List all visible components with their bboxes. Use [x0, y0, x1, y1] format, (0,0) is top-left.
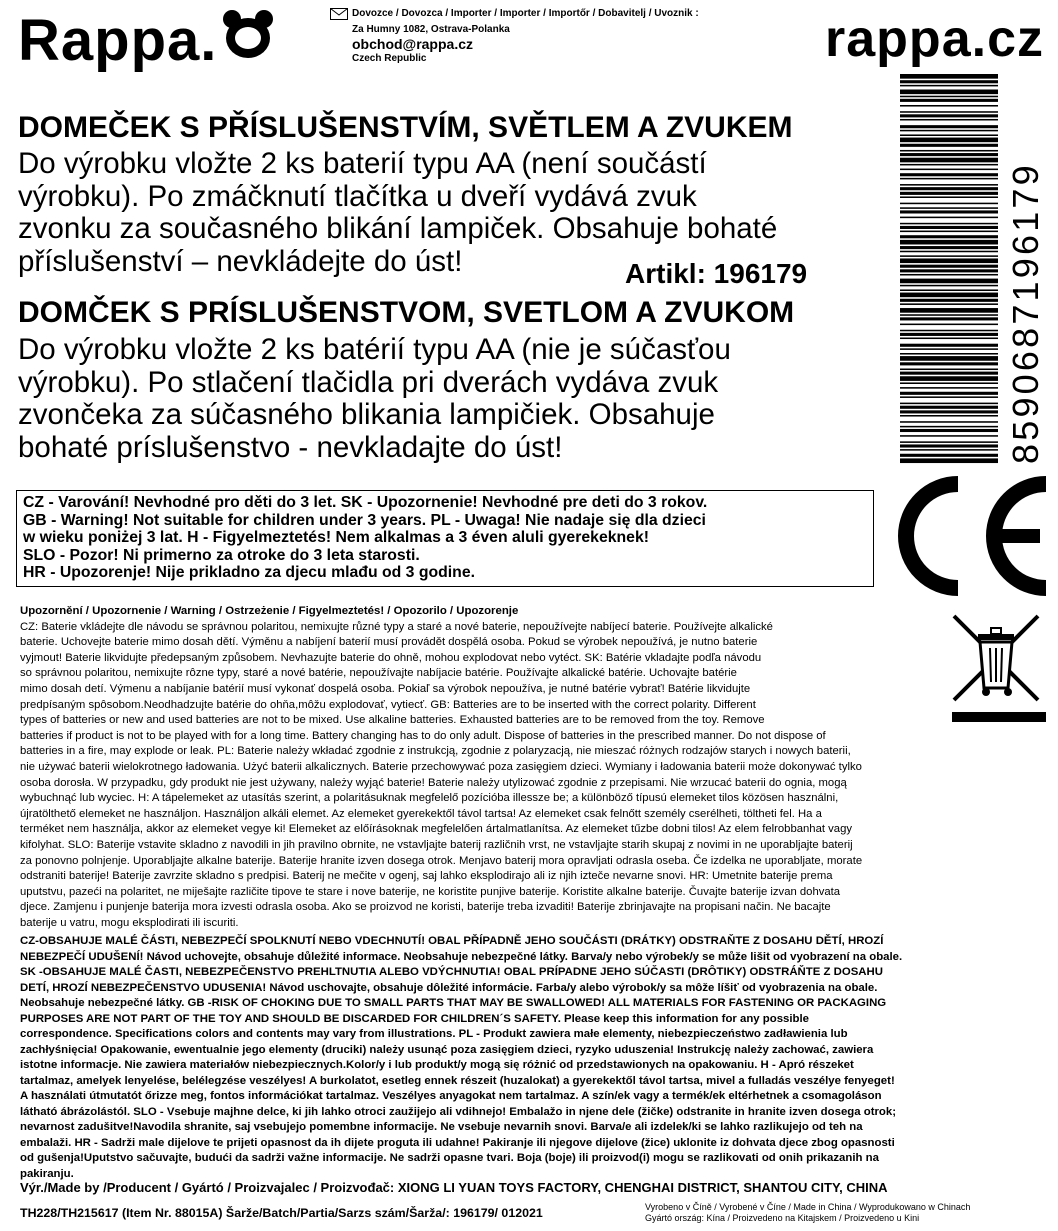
importer-country: Czech Republic [352, 53, 427, 64]
choking-warning-line: NEBEZPEČÍ UDUŠENÍ! Návod uchovejte, obsahuje důležité informace. Neobsahuje nebezpečné látky. Barva/y nebo výrobek/y se může lišit od vyobrazení na obale. [20, 950, 903, 963]
barcode-bar [900, 255, 998, 257]
barcode-bar [900, 299, 998, 302]
battery-warning-block [20, 604, 945, 931]
barcode-bar [900, 314, 998, 316]
barcode-bar [900, 85, 998, 87]
barcode-bar [900, 338, 998, 340]
barcode-bar [900, 173, 998, 176]
barcode-bar [900, 429, 998, 432]
barcode-bar [900, 150, 998, 152]
barcode-bar [900, 279, 998, 284]
barcode-bar [900, 458, 998, 463]
battery-warning-line: odstraniti baterije! Baterije zavrzite skladno s predpisi. Baterij ne mečite v ogenj, saj lahko eksplodirajo ali iz njih izteče nevarne snovi. HR: Umetnite baterije prema [20, 870, 833, 883]
choking-warning-line: Neobsahuje nebezpečné látky. GB -RISK OF CHOKING DUE TO SMALL PARTS THAT MAY BE SWALLOWED! ALL MATERIALS FOR FASTENING OR PACKAGING [20, 997, 887, 1009]
battery-warning-line: batteries if product is not to be played with for a long time. Battery changing has to do only adult. Dispose of batteries in the prescribed manner. Do not dispose of [20, 729, 826, 742]
rappa-web-logo: rappa.cz [825, 10, 1044, 68]
battery-warning-line: wybuchnąć lub wyciec. H: A tápelemeket az utasítás szerint, a polaritásuknak megfelelő pozícióba illessze be; a különböző típusú elemeket tilos közösen használni, [20, 792, 839, 805]
choking-warning-line: correspondence. Specifications colors and contents may vary from illustrations. PL - Produkt zawiera małe elementy, niebezpieczeństwo zadławienia lub [20, 1028, 848, 1040]
barcode-bar [900, 235, 998, 238]
warning-line: w wieku poniżej 3 lat. H - Figyelmeztetés! Nem alkalmas a 3 éven aluli gyerekeknek! [23, 529, 649, 546]
barcode-bar [900, 369, 998, 371]
barcode-bar [900, 289, 998, 291]
battery-warning-line: predpísaným spôsobom.Neodhadzujte batérie do ohňa,môžu explodovať, vytiecť. GB: Batteries are to be inserted with the correct polarity. Different [20, 698, 756, 711]
barcode-bar [900, 130, 998, 132]
barcode-bar [900, 344, 998, 347]
barcode-bar [900, 406, 998, 409]
battery-warning-line: kifolyhat. SLO: Baterije vstavite skladno z navodili in jih pravilno obrnite, ne vstavljajte baterij različnih vrst, ne vstavljajte starih skupaj z novimi in ne uporabljajte baterij [20, 838, 853, 851]
barcode-bar [900, 293, 998, 298]
made-in-block [645, 1202, 1045, 1223]
battery-warning-line: mimo dosah detí. Výmenu a nabíjanie batérií musí vykonať dospelá osoba. Pokiaľ sa výrobok nepoužíva, je nutné batérie vybrať! Batérie likvidujte [20, 682, 751, 695]
brand-left: Rappa. [18, 8, 218, 73]
barcode-bar [900, 269, 998, 272]
barcode-bar [900, 258, 998, 263]
choking-warning-line: PURPOSES ARE NOT PART OF THE TOY AND SHOULD BE DISCARDED FOR CHILDREN´S SAFETY. Please keep this information for any possible [20, 1012, 810, 1025]
sk-title: DOMČEK S PRÍSLUŠENSTVOM, SVETLOM A ZVUKOM [18, 296, 795, 329]
barcode-bar [900, 333, 998, 336]
barcode-bar [900, 246, 998, 249]
importer-email: obchod@rappa.cz [352, 36, 473, 52]
barcode-bar [900, 265, 998, 268]
warning-line: CZ - Varování! Nevhodné pro děti do 3 let. SK - Upozornenie! Nevhodné pre deti do 3 rokov. [23, 494, 708, 511]
barcode-bar [900, 403, 998, 405]
barcode-bar [900, 196, 998, 198]
battery-warning-line: újratölthető elemeket ne használjon. Használjon alkáli elemet. Az elemeket gyerekektől távol tartsa! Az elemeket csak felnőtt személy cserélheti, töltheti fel. Ha a [20, 807, 822, 820]
made-in-line: Gyártó ország: Kína / Proizvedeno na Kitajskem / Proizvedeno u Kini [645, 1212, 920, 1223]
barcode-bar [900, 308, 998, 313]
importer-block [330, 8, 750, 65]
barcode-bar [900, 169, 998, 171]
barcode-bar [900, 362, 998, 365]
manufacturer: Výr./Made by /Producent / Gyártó / Proizvajalec / Proizvođač: XIONG LI YUAN TOYS FACTORY, CHENGHAI DISTRICT, SHANTOU CITY, CHINA [20, 1180, 888, 1195]
barcode-bar [900, 376, 998, 381]
battery-heading: Upozornění / Upozornenie / Warning / Ostrzeżenie / Figyelmeztetés! / Opozorilo / Upozorenje [20, 605, 519, 617]
choking-warning-line: od gušenja!Uputstvo sačuvajte, budući da sadrži važne informacije. Ne sadrži opasne tvari. Boja (boje) ili proizvod(i) mogu se razlikovati od onih prikazanih na [20, 1152, 879, 1164]
battery-warning-line: vyjmout! Baterie likvidujte předepsaným způsobem. Nevhazujte baterie do ohně, mohou explodovat nebo vytéct. SK: Batérie vkladajte podľa návodu [20, 651, 762, 664]
barcode-bar [900, 153, 998, 156]
battery-warning-line: terméket nem használja, akkor az elemeket vegye ki! Elemeket az előírásoknak megfelelően ártalmatlanítsa. Az elemeket tűzbe dobni tilos! Az elem felrobbanhat vagy [20, 823, 853, 836]
barcode-bar [900, 421, 998, 423]
barcode-bar [900, 324, 998, 326]
battery-warning-line: so správnou polaritou, nemixujte rôzne typy, staré a nové batérie, nepoužívajte nabíjacie batérie. Používajte alkalické batérie. Uchovajte batérie [20, 667, 737, 680]
barcode-bar [900, 382, 998, 384]
barcode-bar [900, 96, 998, 98]
barcode-bar [900, 444, 998, 447]
barcode-bar [900, 178, 998, 180]
choking-warning-line: embalaži. HR - Sadrži male dijelove te prijeti opasnost da ih dijete proguta ili udahne! Pakiranje ili njegove dijelove (žice) uklonite iz dohvata djece zbog opasnosti [20, 1136, 895, 1149]
choking-warning-line: A használati útmutatót őrizze meg, fontos információkat tartalmaz. Veszélyes anyagokat nem tartalmaz. A szín/ek vagy a termék/ek eltérhetnek a csomagoláson [20, 1090, 882, 1102]
barcode-bar [900, 144, 998, 147]
choking-warning-line: DETÍ, HROZÍ NEBEZPEČENSTVO UDUSENIA! Návod uschovajte, obsahuje dôležité informácie. Farba/y alebo výrobok/y sa môže líšiť od vyobrazenia na obale. [20, 981, 878, 994]
rappa-logo [18, 8, 275, 74]
barcode-bar [900, 348, 998, 350]
barcode-bar [900, 74, 998, 79]
barcode-bar [900, 207, 998, 209]
barcode-bar [900, 223, 998, 225]
battery-warning-line: nie używać baterii wielokrotnego ładowania. Użyć baterii alkalicznych. Baterie przechowywać poza zasięgiem dzieci. Wymiany i ładowania baterii może dokonywać tylko [20, 760, 862, 773]
choking-warning-line: zachłyśnięcia! Opakowanie, ewentualnie jego elementy (druciki) należy usunąć poza zasięgiem dzieci, ryzyko uduszenia! Instrukcję należy zachować, zawiera [20, 1043, 874, 1056]
barcode-bar [900, 441, 998, 443]
barcode-bar [900, 80, 998, 83]
barcode [896, 72, 1050, 472]
battery-warning-line: types of batteries or new and used batteries are not to be mixed. Use alkaline batteries. Exhausted batteries are to be removed from the toy. Remove [20, 714, 765, 727]
barcode-bar [900, 210, 998, 213]
barcode-bar [900, 353, 998, 355]
bear-icon [221, 8, 275, 74]
choking-warning-line: SK -OBSAHUJE MALÉ ČASTI, NEBEZPEČENSTVO PREHLTNUTIA ALEBO VDÝCHNUTIA! OBAL PRÍPADNE JEHO SÚČASTI (DRÔTIKY) ODSTRÁŇTE Z DOSAHU [20, 966, 883, 978]
barcode-bar [900, 415, 998, 417]
article-number: Artikl: 196179 [625, 258, 808, 289]
battery-warning-line: batteries in a fire, may explode or leak. PL: Baterie należy wkładać zgodnie z instrukcją, zgodnie z polaryzacją, nie mieszać różnych rodzajów starych i nowych baterii, [20, 745, 851, 758]
barcode-bar [900, 285, 998, 287]
battery-warning-line: osoba dorosła. W przypadku, gdy produkt nie jest używany, należy wyjąć baterie! Baterie należy utylizować zgodnie z przepisami. Nie wrzucać baterii do ognia, mogą [20, 776, 847, 789]
importer-label: Dovozce / Dovozca / Importer / Importer / Importőr / Dobavitelj / Uvoznik : [352, 8, 699, 19]
choking-warning-line: nevarnost zadušitve!Navodila shranite, saj vsebujejo pomembne informacije. Ne vsebuje nevarnih snovi. Barva/e ali izdelek/ki se lahko razlikujejo od teh na [20, 1121, 863, 1133]
barcode-bar [900, 435, 998, 437]
battery-warning-line: baterie. Uchovejte baterie mimo dosah dětí. Výměnu a nabíjení baterií musí provádět dospělá osoba. Pokud se výrobek nepoužívá, je nutno baterie [20, 636, 758, 649]
barcode-bar [900, 303, 998, 305]
barcode-bar [900, 184, 998, 186]
barcode-bar [900, 187, 998, 190]
barcode-bar [900, 134, 998, 136]
warning-line: GB - Warning! Not suitable for children under 3 years. PL - Uwaga! Nie nadaje się dla dzieci [23, 511, 706, 529]
battery-warning-line: CZ: Baterie vkládejte dle návodu se správnou polaritou, nemixujte různé typy a staré a nové baterie, nepoužívejte nabíjecí baterie. Používejte alkalické [20, 620, 773, 633]
barcode-bar [900, 158, 998, 163]
cz-description: Do výrobku vložte 2 ks baterií typu AA (není součástí výrobku). Po zmáčknutí tlačítka u dveří vydává zvuk zvonku za současného blikání lampiček. Obsahuje bohaté příslušenství – nevkládejte do úst! [18, 147, 778, 278]
sk-description: Do výrobku vložte 2 ks batérií typu AA (nie je súčasťou výrobku). Po stlačení tlačidla pri dverách vydáva zvuk zvončeka za súčasného blikania lampičiek. Obsahuje bohaté príslušenstvo - nevkladajte do úst! [18, 333, 731, 464]
barcode-bar [900, 226, 998, 229]
barcode-bar [900, 387, 998, 389]
warning-line: HR - Upozorenje! Nije prikladno za djecu mlađu od 3 godine. [23, 564, 476, 581]
barcode-bar [900, 192, 998, 195]
battery-warning-line: djece. Zamjenu i punjenje baterija mora izvesti odrasla osoba. Ako se proizvod ne koristi, baterije treba izvaditi! Baterije zbrinjavajte na propisani način. Ne bacajte [20, 901, 831, 914]
barcode-bar [900, 356, 998, 361]
barcode-bar [900, 251, 998, 253]
barcode-bar [900, 114, 998, 117]
choking-warning-line: tartalmaz, amelyek lenyelése, belélegzése veszélyes! A burkolatot, esetleg ennek részeit (huzalokat) a gyerekektől távol tartsa, mivel a fulladás veszélye fenyeget! [20, 1074, 895, 1087]
warning-line: SLO - Pozor! Ni primerno za otroke do 3 leta starosti. [23, 546, 420, 564]
barcode-bar [900, 372, 998, 375]
barcode-bar [900, 119, 998, 121]
cz-title: DOMEČEK S PŘÍSLUŠENSTVÍM, SVĚTLEM A ZVUKEM [18, 111, 793, 144]
barcode-bar [900, 274, 998, 276]
choking-warning-line: istotne informacje. Nie zawiera materiałów niebezpiecznych.Kolor/y i lub produkt/y mogą się różnić od przedstawionych na opakowaniu. H - Apró részeket [20, 1059, 854, 1071]
batch-info: TH228/TH215617 (Item Nr. 88015A) Šarže/Batch/Partia/Sarzs szám/Šarža/: 196179/ 012021 [20, 1206, 543, 1220]
barcode-bar [900, 217, 998, 219]
battery-warning-line: baterije u vatru, mogu eksplodirati ili iscuriti. [20, 916, 239, 929]
barcode-bar [900, 125, 998, 128]
ce-mark-icon [880, 470, 1052, 607]
crossed-bin-icon [948, 612, 1048, 729]
barcode-bar [900, 454, 998, 457]
made-in-line: Vyrobeno v Číně / Vyrobené v Číne / Made in China / Wyprodukowano w Chinach [645, 1202, 971, 1212]
barcode-bar [900, 240, 998, 245]
barcode-bar [900, 203, 998, 205]
barcode-bar [900, 410, 998, 413]
choking-warning-line: pakiranju. [20, 1167, 74, 1180]
envelope-icon [330, 8, 348, 24]
barcode-bar [900, 330, 998, 332]
barcode-digits: 8590687196179 [1005, 162, 1046, 464]
barcode-bar [900, 396, 998, 398]
barcode-bar [900, 426, 998, 428]
battery-warning-line: uputstvu, pazeći na polaritet, ne miješajte različite tipove te stare i nove baterije, ne koristite punjive baterije. Koristite alkalne baterije. Čuvajte baterije izvan dohvata [20, 885, 841, 898]
barcode-bar [900, 231, 998, 233]
barcode-bar [900, 164, 998, 166]
barcode-bar [900, 105, 998, 107]
barcode-bar [900, 317, 998, 320]
barcode-bar [900, 138, 998, 143]
age-warning-box [16, 490, 874, 587]
choking-warning-block [20, 934, 1052, 1182]
barcode-bar [900, 90, 998, 95]
barcode-bar [900, 99, 998, 102]
choking-warning-line: CZ-OBSAHUJE MALÉ ČÁSTI, NEBEZPEČÍ SPOLKNUTÍ NEBO VDECHNUTÍ! OBAL PŘÍPADNĚ JEHO SOUČÁSTI (DRÁTKY) ODSTRAŇTE Z DOSAHU DĚTÍ, HROZÍ [20, 935, 884, 947]
barcode-bar [900, 111, 998, 113]
battery-warning-line: za ponovno polnjenje. Uporabljajte alkalne baterije. Baterije hranite izven dosega otrok. Menjavo baterij mora opravljati odrasla oseba. Če izdelka ne uporabljate, morate [20, 854, 863, 867]
importer-address: Za Humny 1082, Ostrava-Polanka [352, 24, 510, 35]
barcode-bar [900, 392, 998, 395]
choking-warning-line: látható ábrázolástól. SLO - Vsebuje majhne delce, ki jih lahko otroci zaužijejo ali vdihnejo! Embalažo in njene dele (žičke) odstranite in hranite izven dosega otrok; [20, 1105, 897, 1118]
barcode-bar [900, 449, 998, 451]
